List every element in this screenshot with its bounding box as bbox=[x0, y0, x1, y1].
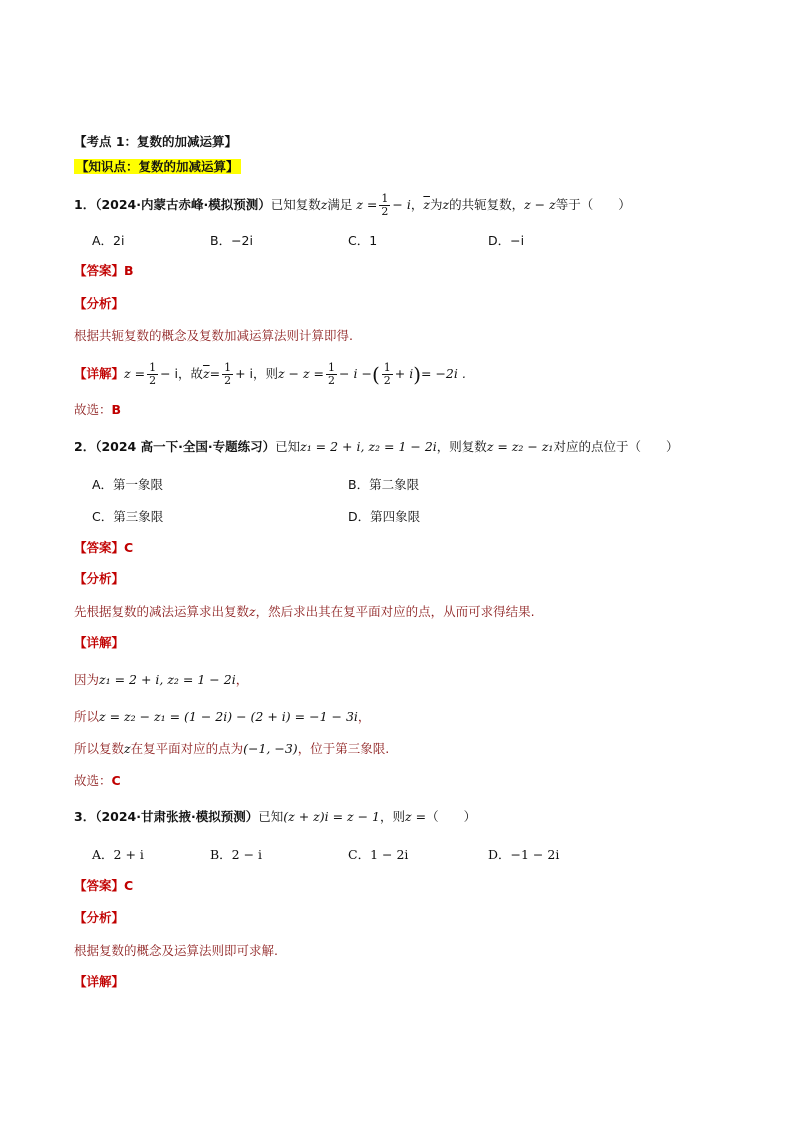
q2-step2 bbox=[74, 708, 370, 726]
q2-step3 bbox=[74, 740, 389, 758]
q2-choice-value: C bbox=[111, 773, 121, 788]
q2-expr: z = z₂ − z₁ bbox=[486, 439, 554, 454]
q2-answer bbox=[74, 539, 133, 557]
q2-step3-b: 在复平面对应的点为 bbox=[130, 741, 244, 756]
detail-tag: 【详解】 bbox=[74, 366, 125, 381]
q2-option-d: D．第四象限 bbox=[348, 509, 421, 524]
q2-analysis-text bbox=[74, 603, 535, 621]
q2-analysis-tag: 【分析】 bbox=[74, 571, 125, 586]
q2-step3-a: 所以复数 bbox=[74, 741, 125, 756]
q1-answer-value: B bbox=[124, 263, 134, 278]
q2-option-a: A．第一象限 bbox=[92, 477, 164, 492]
answer-tag: 【答案】 bbox=[74, 540, 125, 555]
q3-text-b: ，则 bbox=[380, 809, 406, 824]
q2-given: z₁ = 2 + i, z₂ = 1 − 2i bbox=[300, 439, 437, 454]
q1-text-a: 已知复数 bbox=[270, 197, 321, 212]
q1-option-b: B．−2i bbox=[210, 233, 253, 248]
q2-step1-c: ， bbox=[235, 672, 249, 687]
q1-detail-c: = bbox=[209, 366, 221, 381]
q3-analysis-tag: 【分析】 bbox=[74, 910, 125, 925]
q2-analysis-a: 先根据复数的减法运算求出复数 bbox=[74, 604, 250, 619]
q3-number: 3． bbox=[74, 809, 96, 824]
paren-close: ) bbox=[413, 362, 422, 387]
q1-detail-g: + i bbox=[394, 366, 414, 381]
knowledge-point bbox=[74, 158, 241, 176]
q1-fraction: $\frac{1}{2}$ bbox=[381, 192, 389, 218]
q2-step1 bbox=[74, 671, 248, 689]
q2-choice bbox=[74, 772, 121, 790]
q2-option-c: C．第三象限 bbox=[92, 509, 164, 524]
q3-source: （2024·甘肃张掖·模拟预测） bbox=[95, 809, 259, 824]
section-title: 【考点 1：复数的加减运算】 bbox=[74, 134, 238, 149]
q3-answer bbox=[74, 877, 133, 895]
q3-option-d: D．−1 − 2i bbox=[488, 847, 560, 862]
q1-answer bbox=[74, 262, 134, 280]
q2-stem bbox=[74, 438, 678, 456]
q1-expr: z − z bbox=[524, 197, 556, 212]
q2-answer-value: C bbox=[124, 540, 134, 555]
q1-detail-f: − i − bbox=[339, 366, 372, 381]
q1-text-f: 等于（ ） bbox=[555, 197, 631, 212]
q3-expr: (z + z)i = z − 1 bbox=[283, 809, 380, 824]
q1-detail-frac2: $\frac{1}{2}$ bbox=[224, 361, 232, 387]
q1-choice bbox=[74, 401, 121, 419]
q3-stem bbox=[74, 808, 476, 826]
answer-tag: 【答案】 bbox=[74, 263, 125, 278]
q1-option-c: C．1 bbox=[348, 233, 378, 248]
q1-detail bbox=[74, 362, 466, 387]
q1-detail-d: + i，则 bbox=[235, 366, 278, 381]
q1-detail-frac3: $\frac{1}{2}$ bbox=[328, 361, 336, 387]
q3-analysis-text: 根据复数的概念及运算法则即可求解. bbox=[74, 943, 278, 958]
answer-tag: 【答案】 bbox=[74, 878, 125, 893]
q2-step3-z: z bbox=[124, 741, 131, 756]
q1-text-b: 满足 bbox=[327, 197, 353, 212]
q2-step1-a: 因为 bbox=[74, 672, 100, 687]
q1-detail-a: z = bbox=[124, 366, 146, 381]
q1-source: （2024·内蒙古赤峰·模拟预测） bbox=[95, 197, 271, 212]
q2-text-c: 对应的点位于（ ） bbox=[553, 439, 679, 454]
q2-number: 2． bbox=[74, 439, 96, 454]
q3-text-a: 已知 bbox=[258, 809, 284, 824]
q3-detail-tag: 【详解】 bbox=[74, 974, 125, 989]
q2-source: （2024 高一下·全国·专题练习） bbox=[95, 439, 276, 454]
q1-text-d: 为 bbox=[429, 197, 443, 212]
q1-var-z: z bbox=[320, 197, 328, 212]
q3-text-c: （ ） bbox=[426, 809, 477, 824]
q2-step3-c: ，位于第三象限. bbox=[297, 741, 390, 756]
q2-text-a: 已知 bbox=[275, 439, 301, 454]
q3-expr2: z = bbox=[405, 809, 427, 824]
q2-step3-point: (−1, −3) bbox=[243, 741, 298, 756]
q1-detail-e: z − z = bbox=[277, 366, 325, 381]
q1-option-a: A．2i bbox=[92, 233, 125, 248]
q1-detail-b: − i，故 bbox=[160, 366, 203, 381]
q2-step1-b: z₁ = 2 + i, z₂ = 1 − 2i bbox=[99, 672, 236, 687]
q1-detail-zbar: $\overline{z}$ bbox=[202, 366, 210, 381]
q1-number: 1． bbox=[74, 197, 96, 212]
q1-choice-value: B bbox=[111, 402, 122, 417]
q3-answer-value: C bbox=[124, 878, 134, 893]
q1-analysis-tag: 【分析】 bbox=[74, 296, 125, 311]
q3-option-c: C．1 − 2i bbox=[348, 847, 409, 862]
q3-option-b: B．2 − i bbox=[210, 847, 263, 862]
choose-label: 故选： bbox=[74, 773, 112, 788]
q1-analysis-text: 根据共轭复数的概念及复数加减运算法则计算即得. bbox=[74, 328, 353, 343]
choose-label: 故选： bbox=[74, 402, 112, 417]
q2-detail-tag: 【详解】 bbox=[74, 635, 125, 650]
paren-open: ( bbox=[371, 362, 380, 387]
q2-text-b: ，则复数 bbox=[436, 439, 487, 454]
q1-eq-lhs: z = bbox=[356, 197, 378, 212]
q2-option-b: B．第二象限 bbox=[348, 477, 420, 492]
q1-text-e: 的共轭复数， bbox=[449, 197, 525, 212]
q1-stem bbox=[74, 193, 631, 218]
q1-text-c: ， bbox=[410, 197, 424, 212]
q3-option-a: A．2 + i bbox=[92, 847, 144, 862]
q2-analysis-b: ，然后求出其在复平面对应的点，从而可求得结果. bbox=[255, 604, 535, 619]
q1-eq-rest: − i bbox=[392, 197, 411, 212]
q1-detail-frac4: $\frac{1}{2}$ bbox=[383, 361, 391, 387]
knowledge-point-label: 【知识点：复数的加减运算】 bbox=[76, 159, 239, 174]
q1-var-zbar: $\overline{z}$ bbox=[423, 197, 430, 212]
q1-detail-frac1: $\frac{1}{2}$ bbox=[149, 361, 157, 387]
q1-var-z2: z bbox=[442, 197, 450, 212]
q2-analysis-z: z bbox=[249, 604, 256, 619]
q1-option-d: D．−i bbox=[488, 233, 525, 248]
q1-detail-h: = −2i . bbox=[421, 366, 466, 381]
q2-step2-c: ， bbox=[357, 709, 371, 724]
q2-step2-b: z = z₂ − z₁ = (1 − 2i) − (2 + i) = −1 − 3i bbox=[99, 709, 358, 724]
q2-step2-a: 所以 bbox=[74, 709, 100, 724]
